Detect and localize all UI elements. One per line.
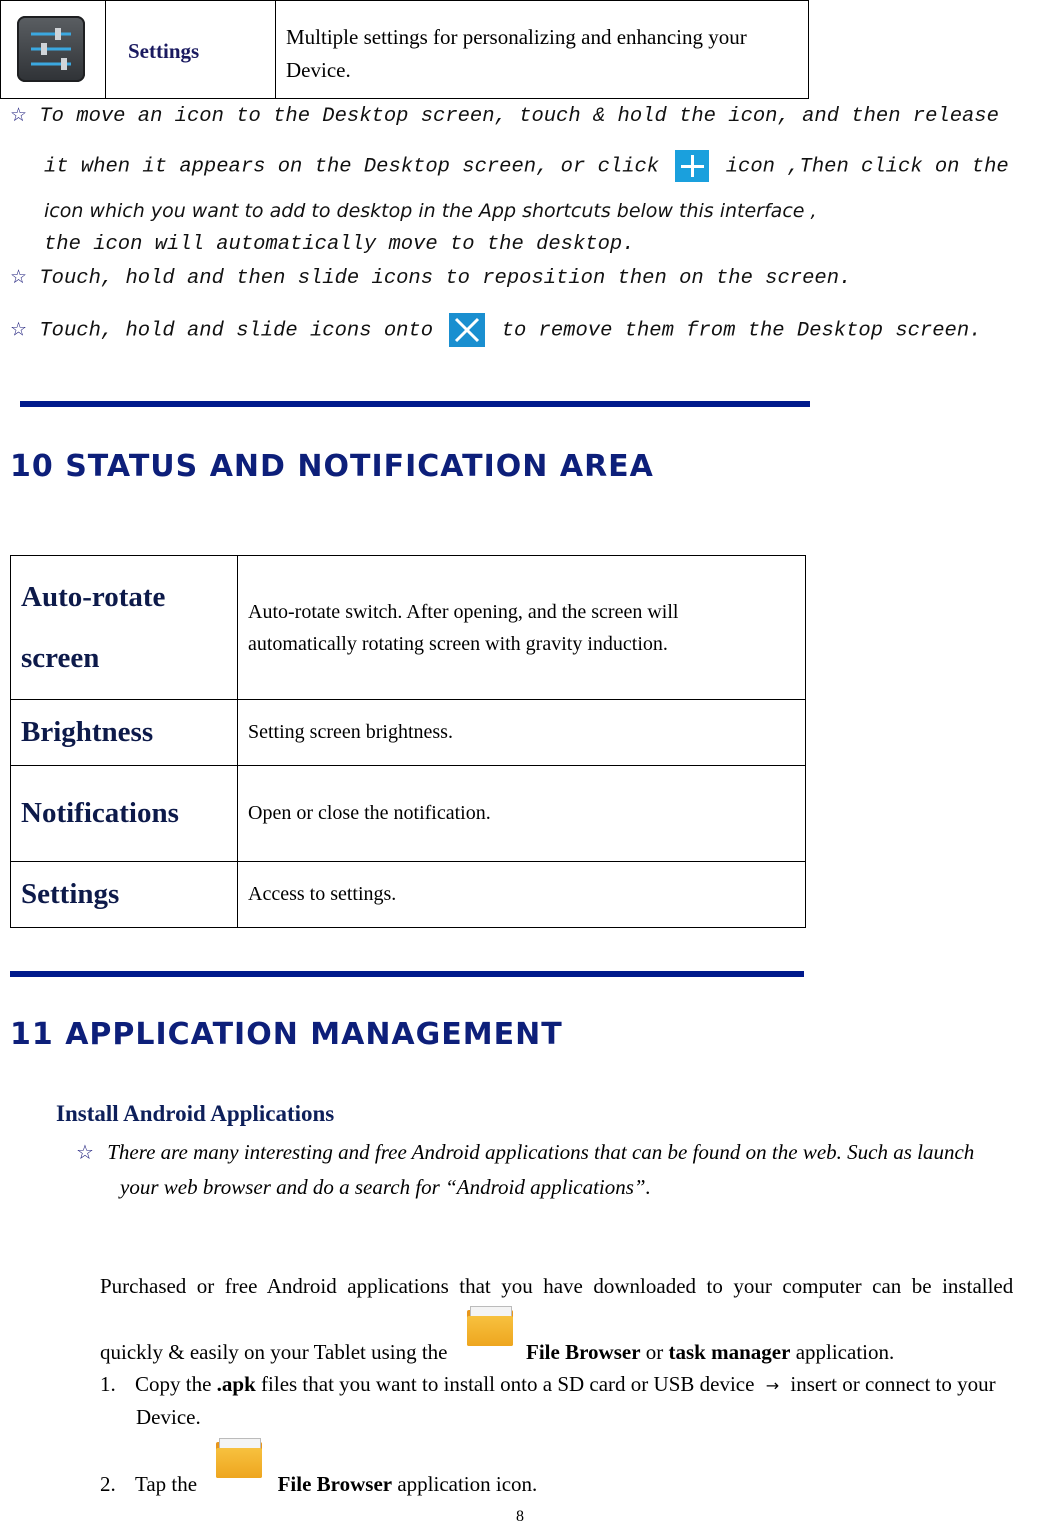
settings-icon-cell bbox=[1, 1, 106, 98]
application-text: application. bbox=[795, 1339, 895, 1364]
auto-rotate-key-line2: screen bbox=[21, 641, 100, 674]
step2-number: 2. bbox=[100, 1471, 116, 1496]
step1-text-c: insert or connect to your bbox=[790, 1372, 996, 1396]
table-row bbox=[11, 556, 806, 700]
file-browser-folder-icon bbox=[216, 1438, 262, 1478]
section10-divider bbox=[20, 401, 810, 407]
tip1-line4: the icon will automatically move to the desktop. bbox=[44, 233, 635, 256]
page-number: 8 bbox=[516, 1508, 524, 1525]
auto-rotate-key-line1: Auto-rotate bbox=[21, 580, 166, 613]
file-browser-folder-icon bbox=[467, 1306, 513, 1346]
table-row bbox=[11, 766, 806, 862]
settings-sliders-icon bbox=[17, 16, 85, 82]
tip2-text: Touch, hold and then slide icons to reposition then on the screen. bbox=[39, 267, 852, 290]
notifications-key: Notifications bbox=[11, 766, 238, 862]
install-apps-subheading: Install Android Applications bbox=[56, 1101, 335, 1126]
or-text: or bbox=[645, 1339, 664, 1364]
tip1-text-line1: To move an icon to the Desktop screen, touch & hold the icon, and then release bbox=[39, 105, 999, 128]
star-bullet-icon: ☆ bbox=[10, 266, 28, 288]
table-value-cell bbox=[238, 556, 806, 700]
file-browser-label: File Browser bbox=[277, 1471, 393, 1496]
step1-line1 bbox=[100, 1368, 996, 1402]
section10-title: 10 STATUS AND NOTIFICATION AREA bbox=[10, 449, 654, 484]
star-bullet-icon: ☆ bbox=[10, 104, 28, 126]
settings-table-row bbox=[0, 0, 809, 99]
remove-x-icon bbox=[449, 313, 485, 347]
tip1-line1 bbox=[10, 104, 999, 128]
settings-label: Settings bbox=[128, 39, 200, 63]
table-row bbox=[11, 700, 806, 766]
file-browser-label: File Browser bbox=[526, 1339, 641, 1364]
star-bullet-icon: ☆ bbox=[10, 318, 28, 341]
settings-description: Multiple settings for personalizing and enhancing your Device. bbox=[286, 25, 747, 82]
para-line2-text: quickly & easily on your Tablet using the bbox=[100, 1339, 448, 1364]
add-plus-icon bbox=[675, 150, 709, 182]
para-line1: Purchased or free Android applications that you have downloaded to your computer can be installed bbox=[100, 1274, 1014, 1298]
step1-text-a: Copy the bbox=[135, 1372, 212, 1396]
tip2-line bbox=[10, 266, 851, 290]
brightness-value: Setting screen brightness. bbox=[238, 700, 806, 766]
step2-text-b: application icon. bbox=[397, 1471, 538, 1496]
bullet-line1 bbox=[76, 1140, 974, 1165]
auto-rotate-value: Auto-rotate switch. After opening, and the screen will automatically rotating screen with gravity induction. bbox=[248, 600, 679, 655]
section11-title: 11 APPLICATION MANAGEMENT bbox=[10, 1017, 563, 1052]
arrow-right-icon: → bbox=[765, 1376, 780, 1395]
star-bullet-icon: ☆ bbox=[76, 1140, 94, 1164]
tip1-text-line2b: icon ,Then click on the bbox=[725, 155, 1009, 179]
table-row bbox=[11, 862, 806, 928]
tip1-line2 bbox=[44, 150, 1009, 182]
notifications-value: Open or close the notification. bbox=[238, 766, 806, 862]
tip1-line3: icon which you want to add to desktop in the App shortcuts below this interface , bbox=[44, 200, 817, 222]
para-line2 bbox=[100, 1306, 895, 1364]
settings-value: Access to settings. bbox=[238, 862, 806, 928]
section11-divider bbox=[10, 971, 804, 977]
bullet-text-line2: your web browser and do a search for “Android applications”. bbox=[120, 1175, 651, 1199]
step1-number: 1. bbox=[100, 1372, 116, 1396]
step2-line bbox=[100, 1438, 538, 1496]
tip1-text-line2a: it when it appears on the Desktop screen, or click bbox=[44, 155, 660, 179]
apk-label: .apk bbox=[216, 1372, 256, 1396]
brightness-key: Brightness bbox=[11, 700, 238, 766]
settings-description-cell bbox=[276, 1, 808, 98]
settings-key: Settings bbox=[11, 862, 238, 928]
step1-text-b: files that you want to install onto a SD card or USB device bbox=[261, 1372, 755, 1396]
step1-line2: Device. bbox=[136, 1405, 201, 1429]
tip3-text-b: to remove them from the Desktop screen. bbox=[501, 319, 982, 343]
task-manager-label: task manager bbox=[668, 1339, 791, 1364]
tip3-line bbox=[10, 313, 981, 347]
table-key-cell bbox=[11, 556, 238, 700]
tip3-text-a: Touch, hold and slide icons onto bbox=[39, 319, 434, 343]
status-notification-table bbox=[10, 555, 806, 928]
step2-text-a: Tap the bbox=[135, 1471, 198, 1496]
bullet-text-line1: There are many interesting and free Android applications that can be found on the web. Such as launch bbox=[107, 1140, 975, 1164]
settings-label-cell bbox=[106, 1, 276, 98]
